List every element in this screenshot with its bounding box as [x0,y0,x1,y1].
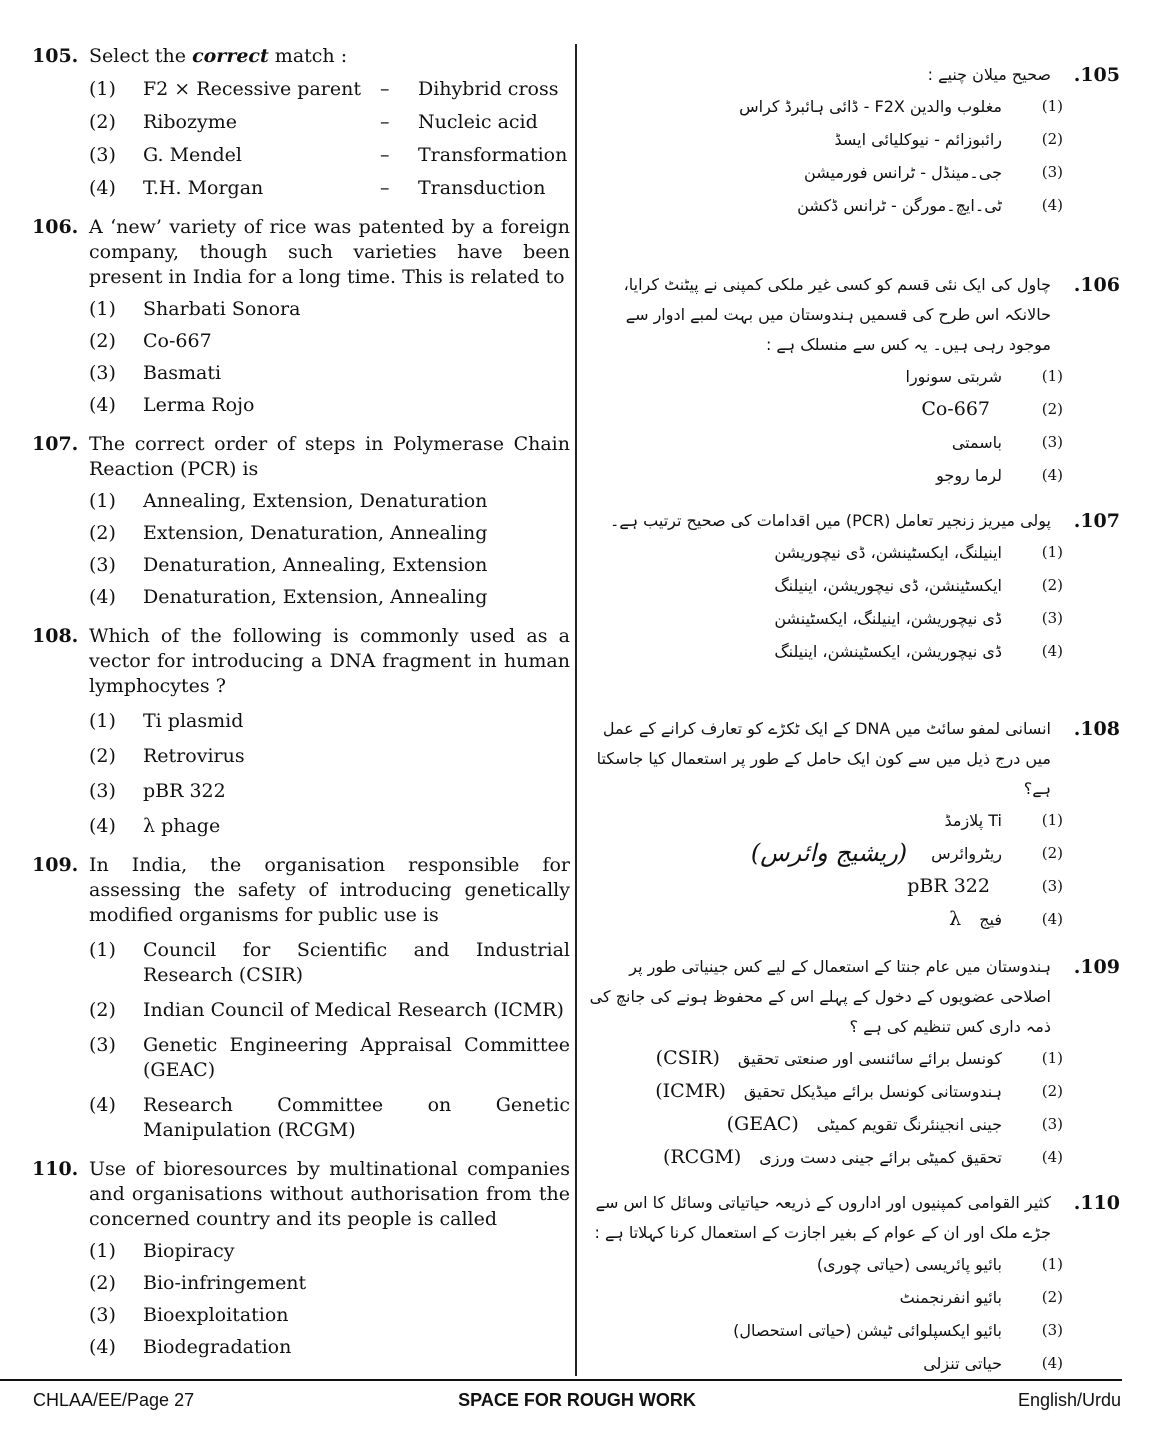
match-dash: – [380,78,390,100]
question-text: انسانی لمفو سائٹ میں DNA کے ایک ٹکڑے کو تعارف کرانے کے عمل میں درج ذیل میں سے کون ایک حامل کے طور پر استعمال کیا جاسکتا ہے؟ [596,719,1051,798]
option-text: حیاتی تنزلی [923,1354,1002,1373]
option [585,360,1120,393]
question-number: 107. [32,433,79,455]
option-number: (1) [89,939,116,961]
option-number: (1) [89,710,116,732]
footer-rule [0,1379,1122,1381]
option-number: (3) [1041,163,1063,181]
question-text: ہندوستان میں عام جنتا کے استعمال کے لیے کس جینیاتی طور پر اصلاحی عضویوں کے دخول کے پہلے اس کے محفوظ ہونے کی جانچ کی ذمہ داری کس تنظیم کی ہے ؟ [589,957,1051,1036]
option-number: (2) [1041,1288,1063,1306]
option-text: بائیو پائریسی (حیاتی چوری) [816,1255,1002,1274]
match-row [32,77,570,102]
option-text: λ phage [143,815,221,837]
option-number: (1) [89,78,116,100]
question-106 [32,215,570,418]
option [585,1281,1120,1314]
option-text: Basmati [143,362,222,384]
option [32,1239,570,1264]
option-number: (1) [1041,97,1063,115]
option [585,837,1120,870]
urdu-column [585,60,1120,1390]
option [585,156,1120,189]
option-number: (3) [89,1034,116,1056]
english-column [32,44,570,1374]
option [585,903,1120,936]
question-107 [32,432,570,610]
option-text: ایکسٹینشن، ڈی نیچوریشن، اینیلنگ [774,576,1002,595]
option-number: (1) [1041,1255,1063,1273]
option-number: (4) [89,394,116,416]
option-text: pBR 322 [907,875,990,897]
option-text: Ti plasmid [143,710,244,732]
option [32,521,570,546]
footer-page-code: CHLAA/EE/Page 27 [33,1390,195,1410]
option-number: (2) [89,999,116,1021]
option [32,1303,570,1328]
footer-rough-work: SPACE FOR ROUGH WORK [458,1390,696,1410]
option-text: Co-667 [921,398,990,420]
option [585,804,1120,837]
option-number: (3) [1041,877,1063,895]
option-number: (4) [1041,196,1063,214]
question-number: 109. [32,854,79,876]
question-text: A ‘new’ variety of rice was patented by a foreign company, though such varieties have been present in India for a long time. This is related to [89,216,570,288]
option [32,779,570,804]
option-text: مغلوب والدین F2X - ڈائی ہائبرڈ کراس [739,97,1002,116]
match-right: Transduction [418,177,546,199]
option-abbr: (RCGM) [662,1146,742,1168]
match-row [32,143,570,168]
question-text: The correct order of steps in Polymerase Chain Reaction (PCR) is [89,433,570,480]
urdu-question-107 [585,506,1120,704]
option-text: ریٹروائرس [931,844,1002,863]
match-row [32,176,570,201]
option-text: Research Committee on Genetic Manipulation (RCGM) [143,1094,570,1141]
option-number: (3) [1041,1321,1063,1339]
option [32,553,570,578]
option-number: (2) [1041,1082,1063,1100]
option-text: Lerma Rojo [143,394,255,416]
question-number: .108 [1073,718,1120,740]
option [32,938,570,988]
option [585,1314,1120,1347]
match-dash: – [380,144,390,166]
option-abbr: (GEAC) [726,1113,799,1135]
question-number: .110 [1073,1192,1120,1214]
option [32,1093,570,1143]
handwritten-note: (ریشیج وائرس) [750,839,908,867]
option-text: Annealing, Extension, Denaturation [143,490,488,512]
question-number: 106. [32,216,79,238]
question-number: .109 [1073,956,1120,978]
question-text: Use of bioresources by multinational companies and organisations without authorisation from the concerned country and its people is called [89,1158,570,1230]
option-text: Indian Council of Medical Research (ICMR) [143,999,564,1021]
option [32,1335,570,1360]
question-text: In India, the organisation responsible for assessing the safety of introducing genetically modified organisms for public use is [89,854,570,926]
option-text: تحقیق کمیٹی برائے جینی دست ورزی [759,1148,1002,1167]
question-text: کثیر القوامی کمپنیوں اور اداروں کے ذریعہ حیاتیاتی وسائل کا اس سے جڑے ملک اور ان کے عوام کے بغیر اجازت کے استعمال کرنا کہلاتا ہے : [594,1193,1051,1242]
question-number: .106 [1073,274,1120,296]
option [585,1108,1120,1141]
option-text: Ti پلازمڈ [944,811,1002,830]
option [585,459,1120,492]
option-text: Sharbati Sonora [143,298,301,320]
question-number: 105. [32,45,79,67]
question-number: .105 [1073,64,1120,86]
question-number: 110. [32,1158,79,1180]
option-number: (2) [1041,400,1063,418]
option [32,744,570,769]
question-text: پولی میریز زنجیر تعامل (PCR) میں اقدامات کی صحیح ترتیب ہے۔ [609,511,1051,530]
option-number: (4) [89,1336,116,1358]
option-text: Denaturation, Extension, Annealing [143,586,488,608]
option-text: Biodegradation [143,1336,292,1358]
option-abbr: (ICMR) [655,1080,726,1102]
option-text: Denaturation, Annealing, Extension [143,554,488,576]
option-number: (4) [1041,910,1063,928]
question-109 [32,853,570,1143]
option-number: (1) [1041,367,1063,385]
option-text: Biopiracy [143,1240,235,1262]
option-text: Co-667 [143,330,212,352]
question-text-emphasis: correct [192,45,269,67]
question-text-post: match : [268,45,348,67]
option-number: (3) [89,144,116,166]
option-number: (2) [89,330,116,352]
option-text: ڈی نیچوریشن، اینیلنگ، ایکسٹینشن [774,609,1002,628]
option [585,123,1120,156]
option [585,1042,1120,1075]
option-text: جینی انجینئرنگ تقویم کمیٹی [816,1115,1002,1134]
option [585,635,1120,668]
option-text: بائیو ایکسپلوائی ٹیشن (حیاتی استحصال) [733,1321,1002,1340]
option-number: (1) [89,1240,116,1262]
option [32,489,570,514]
option-number: (3) [89,1304,116,1326]
option-number: (4) [89,1094,116,1116]
option-text: Council for Scientific and Industrial Research (CSIR) [143,939,570,986]
match-right: Transformation [418,144,568,166]
option-number: (2) [89,111,116,133]
match-left: T.H. Morgan [143,177,264,199]
question-105 [32,44,570,201]
option-text: کونسل برائے سائنسی اور صنعتی تحقیق [737,1049,1002,1068]
question-number: .107 [1073,510,1120,532]
urdu-question-109 [585,952,1120,1178]
option-text: شربتی سونورا [905,367,1002,386]
option-number: (2) [1041,130,1063,148]
option-text: فیج [979,910,1002,929]
option-number: (3) [1041,1115,1063,1133]
option-text: باسمتی [951,433,1002,452]
match-dash: – [380,177,390,199]
option-number: (4) [89,586,116,608]
option-number: (1) [1041,1049,1063,1067]
option [585,426,1120,459]
option [32,1271,570,1296]
question-text-pre: Select the [89,45,193,67]
option [585,870,1120,903]
question-number: 108. [32,625,79,647]
option-number: (3) [89,362,116,384]
option-number: (1) [89,298,116,320]
option-text: ڈی نیچوریشن، ایکسٹینشن، اینیلنگ [774,642,1002,661]
option [32,329,570,354]
option-number: (2) [1041,844,1063,862]
option-number: (4) [89,815,116,837]
option-text: رائبوزائم - نیوکلیائی ایسڈ [834,130,1002,149]
option-number: (2) [89,522,116,544]
question-text: Which of the following is commonly used as a vector for introducing a DNA fragment in human lymphocytes ? [89,625,570,697]
option [32,1033,570,1083]
option-text: بائیو انفرنجمنٹ [899,1288,1002,1307]
match-dash: – [380,111,390,133]
question-text: صحیح میلان چنیے : [927,65,1051,84]
question-110 [32,1157,570,1360]
option-number: (1) [1041,543,1063,561]
option-number: (3) [1041,433,1063,451]
option [585,569,1120,602]
option [32,998,570,1023]
option [32,709,570,734]
option-text: Extension, Denaturation, Annealing [143,522,488,544]
option-text: ٹی۔ایچ۔مورگن - ٹرانس ڈکشن [797,196,1002,215]
option [585,602,1120,635]
option-text: Bioexploitation [143,1304,289,1326]
option-number: (4) [89,177,116,199]
option-text: اینیلنگ، ایکسٹینشن، ڈی نیچوریشن [774,543,1002,562]
option [585,1347,1120,1380]
option-number: (2) [89,745,116,767]
option [32,361,570,386]
option-number: (2) [89,1272,116,1294]
question-text: چاول کی ایک نئی قسم کو کسی غیر ملکی کمپنی نے پیٹنٹ کرایا، حالانکہ اس طرح کی قسمیں ہندوستان میں بہت لمبے ادوار سے موجود رہی ہیں۔ یہ کس سے منسلک ہے : [623,275,1051,354]
option-number: (3) [1041,609,1063,627]
option [32,393,570,418]
option-number: (2) [1041,576,1063,594]
option-text: لرما روجو [936,466,1002,485]
option-number: (4) [1041,466,1063,484]
question-text [89,44,570,69]
option [585,393,1120,426]
match-row [32,110,570,135]
urdu-question-108 [585,714,1120,942]
option-text: Genetic Engineering Appraisal Committee (GEAC) [143,1034,570,1081]
column-divider [575,44,577,1376]
option [585,189,1120,222]
option-abbr: (CSIR) [655,1047,720,1069]
option-number: (4) [1041,1148,1063,1166]
match-left: G. Mendel [143,144,242,166]
option [585,1248,1120,1281]
option-text: Bio-infringement [143,1272,307,1294]
option [585,90,1120,123]
question-108 [32,624,570,839]
match-right: Dihybrid cross [418,78,559,100]
option-text: جی۔مینڈل - ٹرانس فورمیشن [804,163,1002,182]
option [32,297,570,322]
footer-language: English/Urdu [1017,1390,1121,1410]
match-left: Ribozyme [143,111,237,133]
option [32,585,570,610]
match-left: F2 × Recessive parent [143,78,361,100]
option-number: (3) [89,780,116,802]
option-text: pBR 322 [143,780,226,802]
option [32,814,570,839]
match-right: Nucleic acid [418,111,538,133]
option [585,536,1120,569]
option-number: (4) [1041,1354,1063,1372]
option-text: Retrovirus [143,745,245,767]
option-number: (1) [89,490,116,512]
option [585,1141,1120,1174]
option-number: (3) [89,554,116,576]
option-text: ہندوستانی کونسل برائے میڈیکل تحقیق [743,1082,1002,1101]
urdu-question-105 [585,60,1120,260]
option-number: (1) [1041,811,1063,829]
option-number: (4) [1041,642,1063,660]
option [585,1075,1120,1108]
urdu-question-110 [585,1188,1120,1380]
urdu-question-106 [585,270,1120,496]
option-symbol: λ [949,908,962,930]
